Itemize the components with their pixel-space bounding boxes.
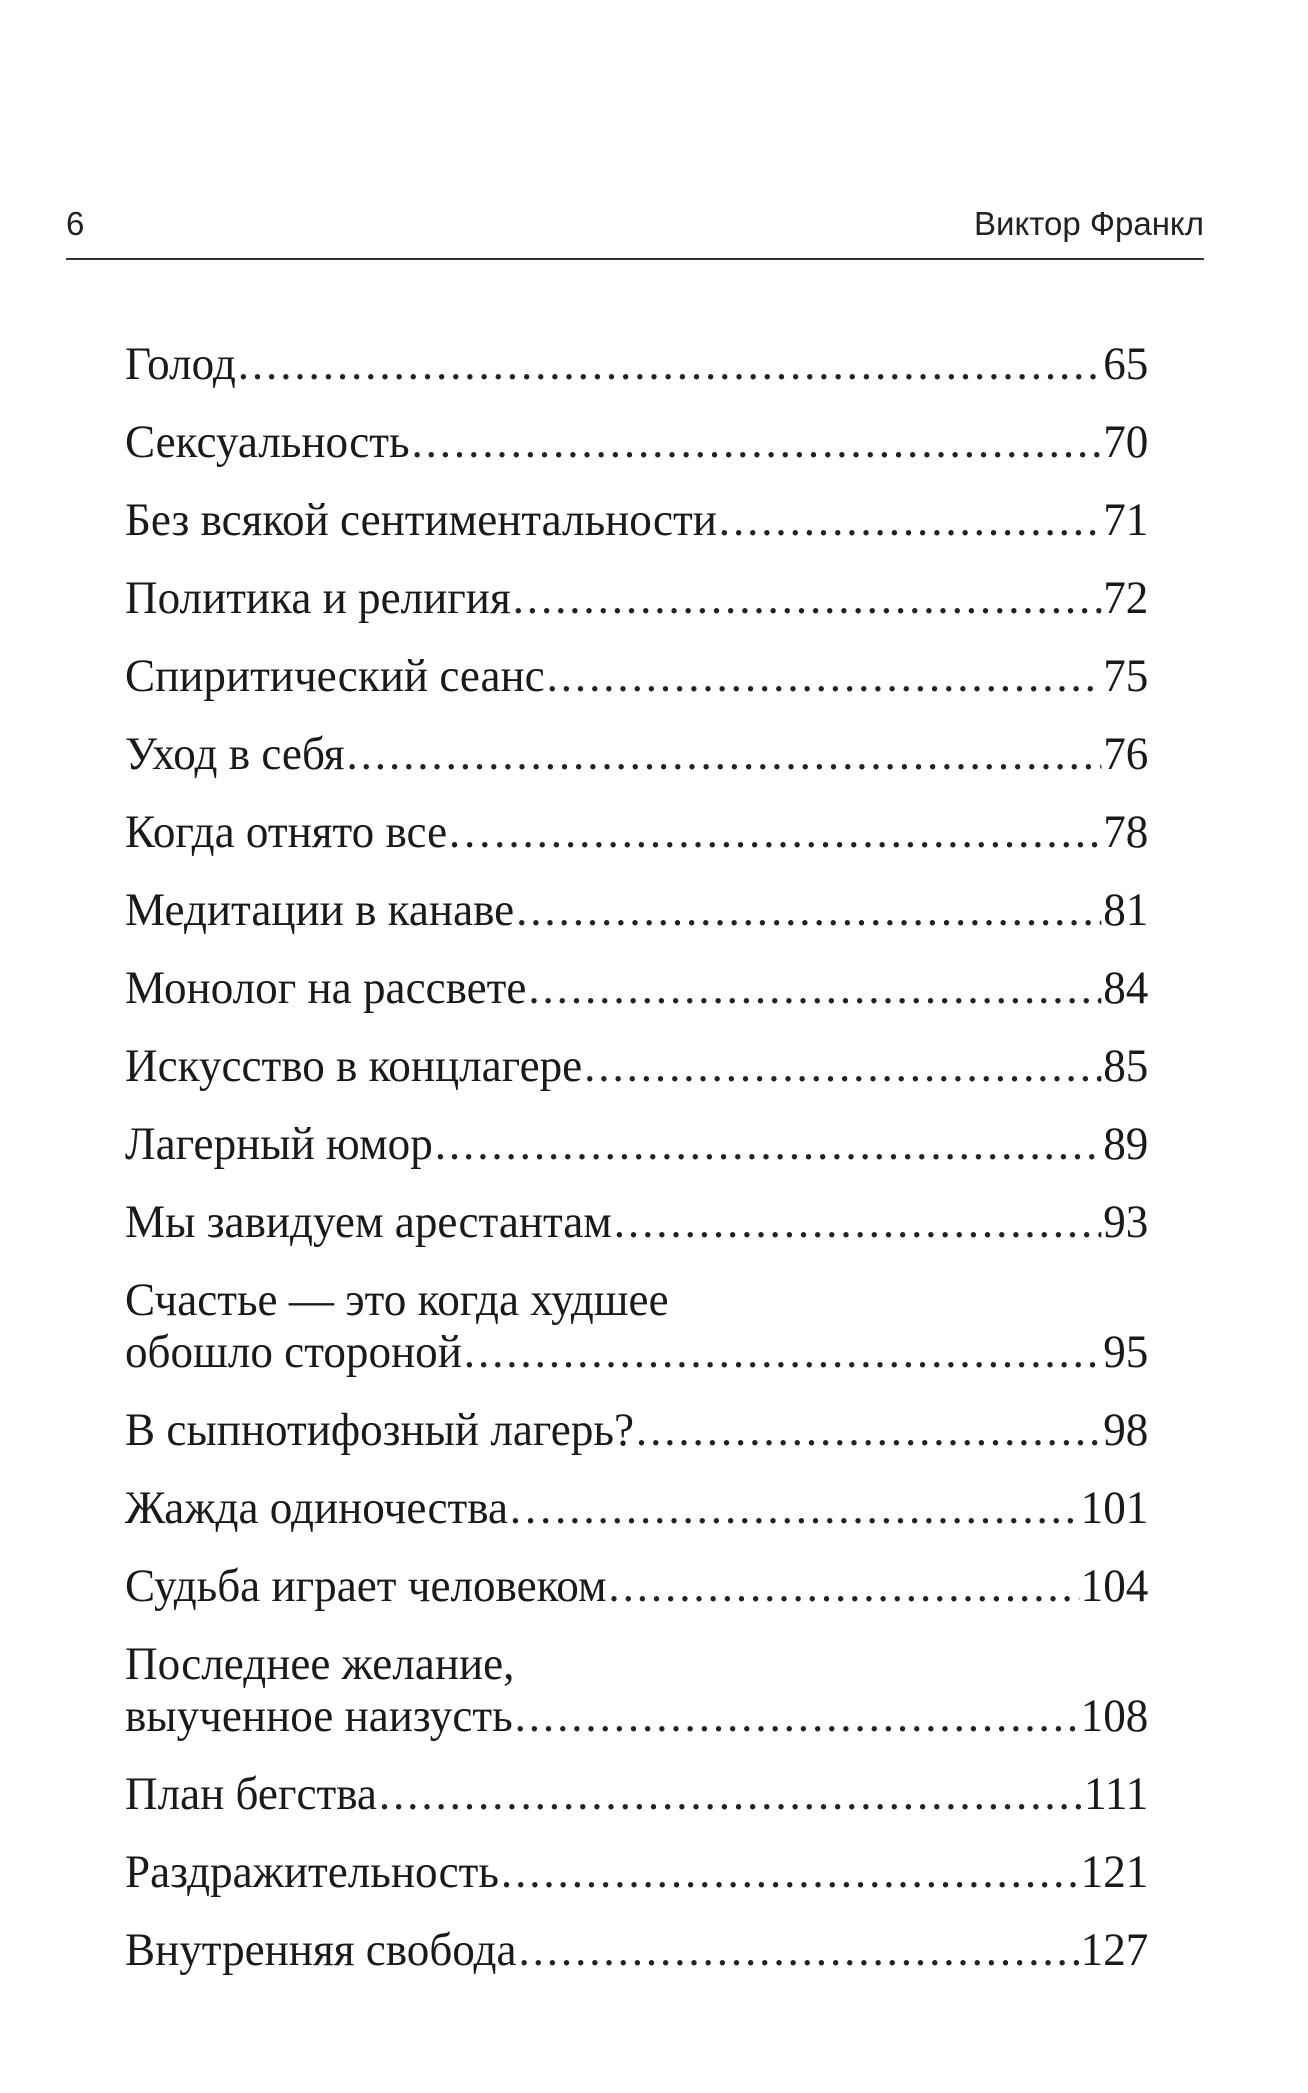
toc-entry-page: 70	[1103, 416, 1149, 468]
toc-entry-page: 111	[1084, 1768, 1149, 1820]
toc-entry-title: Монолог на рассвете	[125, 962, 527, 1014]
toc-entry-page: 85	[1103, 1040, 1149, 1092]
toc-entry[interactable]	[125, 1482, 1148, 1534]
toc-entry-title: Когда отнято все…	[125, 806, 493, 858]
dot-leader	[464, 1326, 1102, 1378]
dot-leader	[636, 1404, 1101, 1456]
header-rule	[66, 258, 1204, 260]
toc-entry-page: 78	[1103, 806, 1149, 858]
dot-leader	[584, 1040, 1101, 1092]
toc-entry[interactable]	[125, 728, 1148, 780]
toc-entry-title: Раздражительность	[125, 1846, 499, 1898]
toc-entry-page: 98	[1103, 1404, 1149, 1456]
dot-leader	[719, 494, 1102, 546]
toc-entry[interactable]	[125, 338, 1148, 390]
toc-entry[interactable]	[125, 1638, 1148, 1742]
toc-entry-title: Судьба играет человеком	[125, 1560, 607, 1612]
toc-entry-page: 127	[1080, 1924, 1149, 1976]
toc-entry-page: 81	[1103, 884, 1149, 936]
dot-leader	[238, 338, 1102, 390]
toc-entry-title: Медитации в канаве	[125, 884, 515, 936]
dot-leader	[494, 806, 1101, 858]
toc-entry-title: План бегства	[125, 1768, 377, 1820]
toc-entry-title: Без всякой сентиментальности	[125, 494, 717, 546]
toc-entry-page: 95	[1103, 1326, 1149, 1378]
toc-entry[interactable]	[125, 1846, 1148, 1898]
toc-entry-page: 71	[1103, 494, 1149, 546]
toc-entry-title: Голод	[125, 338, 236, 390]
dot-leader	[516, 884, 1101, 936]
toc-entry[interactable]	[125, 1924, 1148, 1976]
toc-entry-title: обошло стороной	[125, 1326, 462, 1378]
dot-leader	[608, 1560, 1078, 1612]
toc-entry[interactable]	[125, 1196, 1148, 1248]
toc-entry-title: В сыпнотифозный лагерь?	[125, 1404, 634, 1456]
page-number: 6	[66, 205, 85, 242]
dot-leader	[379, 1768, 1082, 1820]
toc-entry[interactable]	[125, 494, 1148, 546]
toc-entry[interactable]	[125, 962, 1148, 1014]
toc-entry-page: 72	[1103, 572, 1149, 624]
toc-entry-title: Жажда одиночества…	[125, 1482, 554, 1534]
running-head	[66, 205, 1204, 243]
dot-leader	[435, 1118, 1102, 1170]
table-of-contents	[125, 338, 1148, 2002]
toc-entry-page: 121	[1080, 1846, 1149, 1898]
toc-entry-page: 104	[1080, 1560, 1149, 1612]
toc-entry[interactable]	[125, 884, 1148, 936]
toc-entry[interactable]	[125, 806, 1148, 858]
running-head-author: Виктор Франкл	[974, 205, 1204, 242]
toc-entry[interactable]	[125, 1404, 1148, 1456]
toc-entry[interactable]	[125, 1118, 1148, 1170]
dot-leader	[346, 728, 1101, 780]
dot-leader	[518, 1924, 1078, 1976]
toc-entry[interactable]	[125, 1274, 1148, 1378]
toc-entry-page: 65	[1103, 338, 1149, 390]
dot-leader	[411, 416, 1101, 468]
toc-entry-page: 93	[1103, 1196, 1149, 1248]
toc-entry-page: 108	[1080, 1690, 1149, 1742]
toc-entry[interactable]	[125, 1040, 1148, 1092]
toc-entry[interactable]	[125, 1560, 1148, 1612]
toc-entry-title: Политика и религия	[125, 572, 511, 624]
toc-entry-title: Искусство в концлагере	[125, 1040, 583, 1092]
toc-entry-page: 84	[1103, 962, 1149, 1014]
toc-entry-title: Спиритический сеанс	[125, 650, 545, 702]
toc-entry-page: 101	[1080, 1482, 1149, 1534]
toc-entry[interactable]	[125, 650, 1148, 702]
toc-entry-title: Мы завидуем арестантам	[125, 1196, 612, 1248]
dot-leader	[528, 962, 1101, 1014]
toc-entry[interactable]	[125, 572, 1148, 624]
toc-entry-title-line1: Счастье — это когда худшее	[125, 1274, 669, 1326]
toc-entry-page: 75	[1103, 650, 1149, 702]
toc-entry-title: выученное наизусть	[125, 1690, 513, 1742]
toc-entry[interactable]	[125, 1768, 1148, 1820]
toc-entry-title: Уход в себя	[125, 728, 345, 780]
toc-entry-title: Сексуальность	[125, 416, 410, 468]
dot-leader	[513, 572, 1102, 624]
dot-leader	[547, 650, 1102, 702]
toc-entry-title: Лагерный юмор	[125, 1118, 433, 1170]
toc-entry-title: Внутренняя свобода	[125, 1924, 517, 1976]
dot-leader	[614, 1196, 1102, 1248]
dot-leader	[501, 1846, 1079, 1898]
toc-entry-page: 89	[1103, 1118, 1149, 1170]
dot-leader	[555, 1482, 1079, 1534]
toc-entry[interactable]	[125, 416, 1148, 468]
toc-entry-page: 76	[1103, 728, 1149, 780]
toc-entry-title-line1: Последнее желание,	[125, 1638, 515, 1690]
dot-leader	[515, 1690, 1079, 1742]
